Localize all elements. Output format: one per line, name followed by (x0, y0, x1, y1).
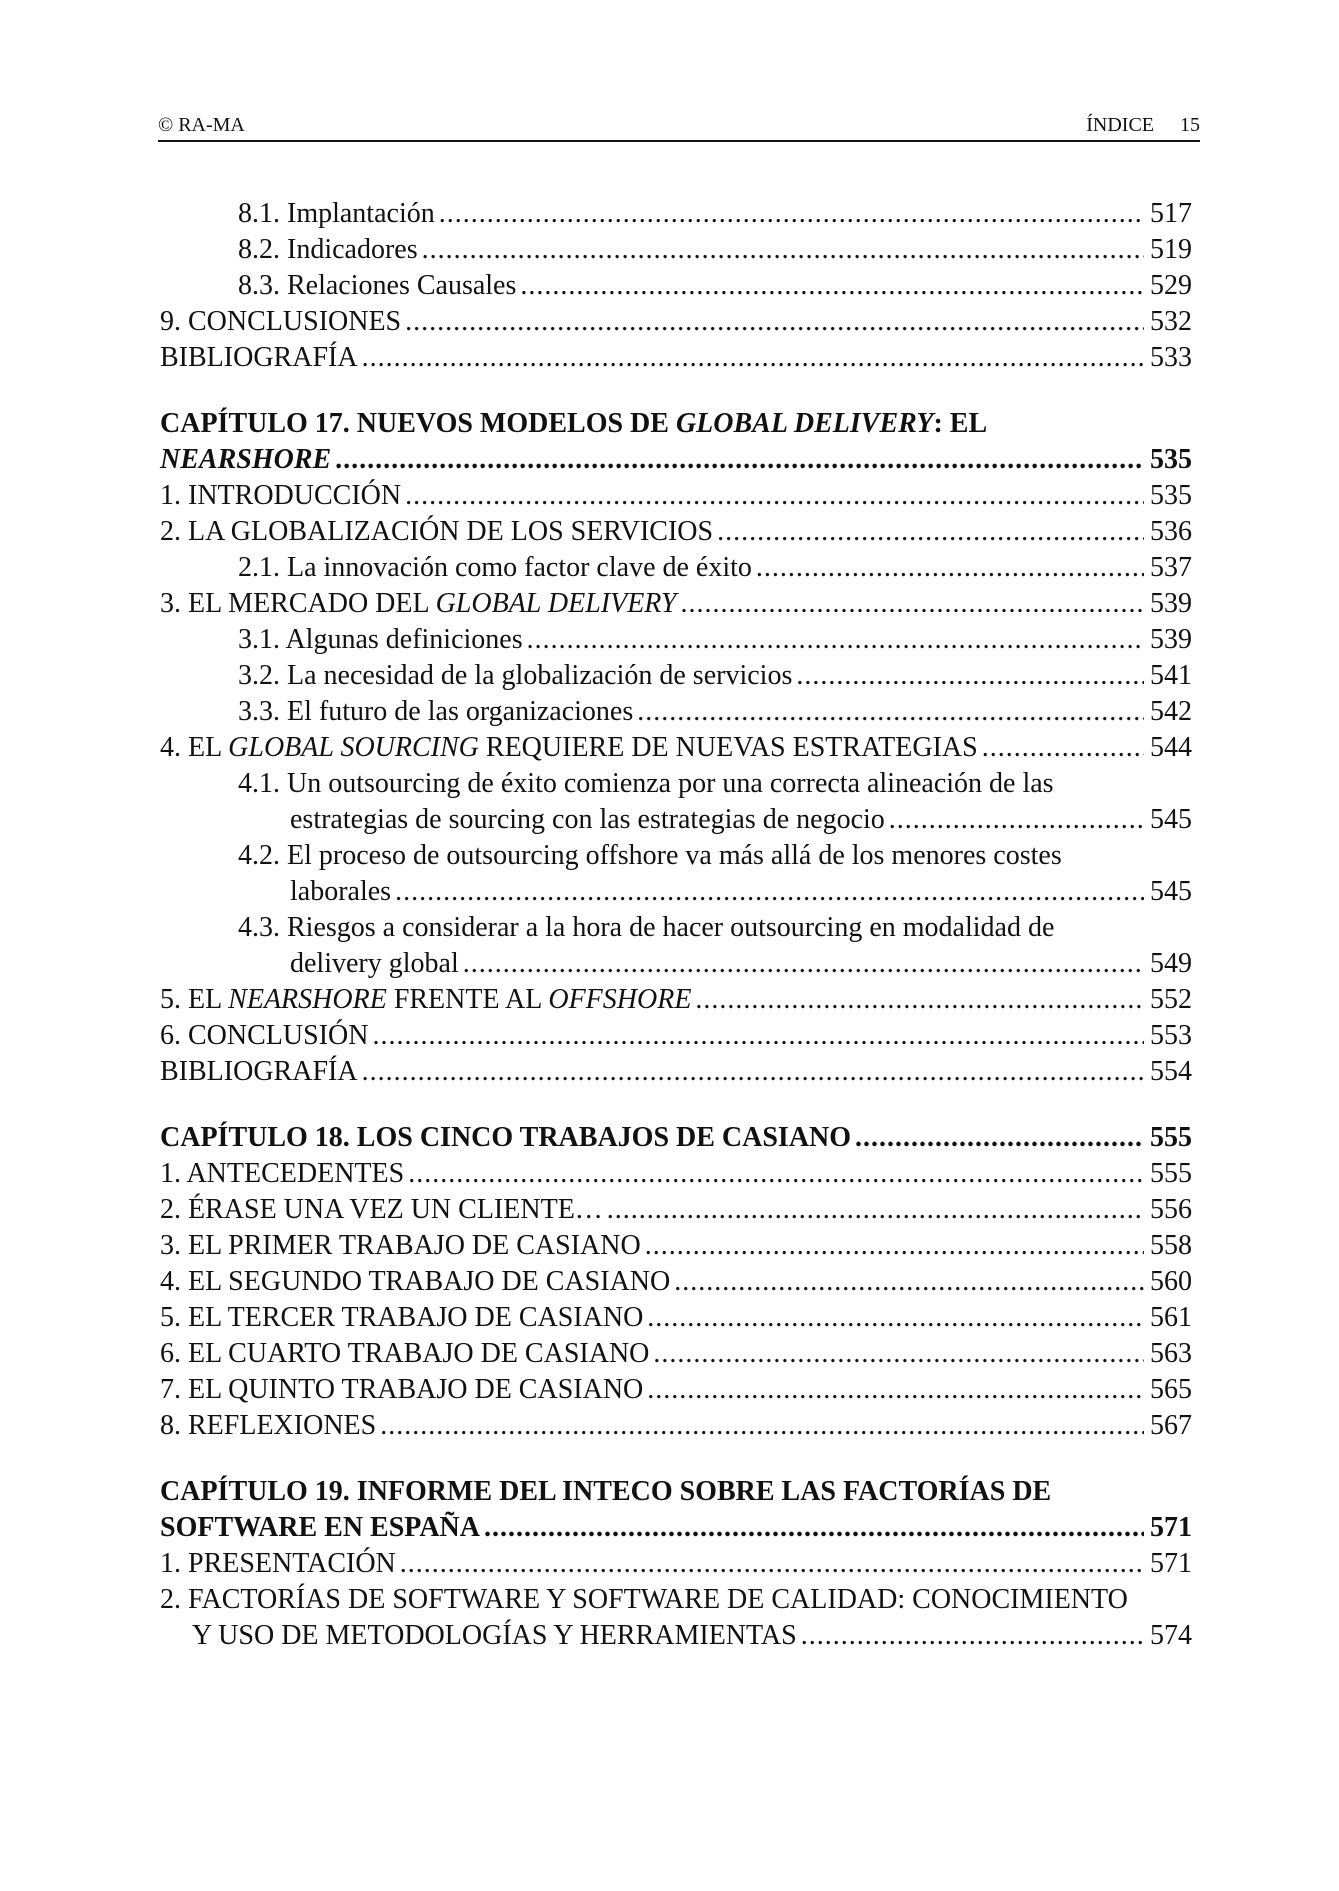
entry-line (160, 1300, 1192, 1336)
dot-leader (408, 1156, 1144, 1192)
entry-text-part: 7. EL QUINTO TRABAJO DE CASIANO (160, 1374, 644, 1405)
entry-page-number: 536 (1150, 516, 1192, 547)
running-header (158, 110, 1200, 142)
entry-line (238, 196, 1192, 232)
entry-line (160, 1018, 1192, 1054)
entry-line (160, 730, 1192, 766)
entry-text-part: 8.3. Relaciones Causales (238, 270, 517, 301)
entry-title (160, 1018, 368, 1054)
entry-line (160, 1372, 1192, 1408)
entry-text-part: 3. EL MERCADO DEL (160, 588, 436, 619)
entry-text-part: 1. INTRODUCCIÓN (160, 480, 402, 511)
entry-line (238, 268, 1192, 304)
entry-title (160, 514, 713, 550)
header-title: ÍNDICE (1086, 114, 1154, 136)
entry-title (160, 1120, 851, 1156)
dot-leader (637, 694, 1144, 730)
dot-leader (380, 1408, 1144, 1444)
dot-leader (400, 1546, 1144, 1582)
dot-leader (335, 442, 1144, 478)
dot-leader (520, 268, 1144, 304)
dot-leader (372, 1018, 1144, 1054)
dot-leader (674, 1264, 1144, 1300)
entry-text-part: BIBLIOGRAFÍA (160, 342, 358, 373)
entry-page-number: 537 (1150, 552, 1192, 583)
toc-entry[interactable] (160, 1582, 1192, 1654)
entry-title (160, 982, 691, 1018)
header-page-number: 15 (1180, 114, 1200, 136)
entry-text-part: 3. EL PRIMER TRABAJO DE CASIANO (160, 1230, 641, 1261)
entry-page-number: 529 (1150, 270, 1192, 301)
entry-page-number: 558 (1150, 1230, 1192, 1261)
entry-page-number: 542 (1150, 696, 1192, 727)
entry-page-number: 532 (1150, 306, 1192, 337)
entry-title (160, 1192, 603, 1228)
toc-chapter-entry[interactable] (160, 1120, 1192, 1156)
entry-line (160, 304, 1192, 340)
entry-title (160, 586, 676, 622)
toc-entry[interactable] (160, 694, 1192, 730)
entry-text-part: 8.1. Implantación (238, 198, 435, 229)
entry-first-line (238, 910, 1192, 946)
entry-page-number: 563 (1150, 1338, 1192, 1369)
entry-line (160, 1510, 1192, 1546)
entry-text-part: 3.2. La necesidad de la globalización de servicios (238, 660, 793, 691)
entry-line (160, 1336, 1192, 1372)
entry-title (160, 1372, 643, 1408)
entry-line (238, 622, 1192, 658)
entry-first-line (160, 1474, 1192, 1510)
entry-page-number: 517 (1150, 198, 1192, 229)
dot-leader (889, 802, 1144, 838)
entry-line (160, 442, 1192, 478)
entry-text-part: 6. EL CUARTO TRABAJO DE CASIANO (160, 1338, 650, 1369)
entry-line (290, 874, 1192, 910)
entry-text-part: GLOBAL DELIVERY (675, 408, 934, 439)
entry-title (238, 658, 792, 694)
toc-chapter-entry[interactable] (160, 406, 1192, 478)
entry-title (160, 304, 401, 340)
entry-text-part: Y USO DE METODOLOGÍAS Y HERRAMIENTAS (192, 1620, 797, 1651)
entry-title (160, 478, 401, 514)
dot-leader (607, 1192, 1144, 1228)
entry-page-number: 535 (1150, 480, 1192, 511)
toc-entry[interactable] (160, 766, 1192, 838)
entry-text-part: 6. CONCLUSIÓN (160, 1020, 369, 1051)
toc-entry[interactable] (160, 910, 1192, 982)
publisher-mark: © RA-MA (158, 114, 245, 136)
entry-title (160, 1336, 649, 1372)
entry-page-number: 545 (1150, 804, 1192, 835)
entry-line (160, 1546, 1192, 1582)
entry-page-number: 571 (1150, 1548, 1192, 1579)
toc-entry[interactable] (160, 1300, 1192, 1336)
dot-leader (362, 340, 1144, 376)
entry-text-part: NEARSHORE (160, 444, 332, 475)
entry-text-part: 9. CONCLUSIONES (160, 306, 402, 337)
entry-text-part: NEARSHORE (228, 984, 387, 1015)
entry-page-number: 541 (1150, 660, 1192, 691)
entry-title (238, 550, 752, 586)
entry-page-number: 571 (1150, 1512, 1192, 1543)
entry-page-number: 556 (1150, 1194, 1192, 1225)
entry-page-number: 555 (1150, 1158, 1192, 1189)
toc-entry[interactable] (160, 1336, 1192, 1372)
entry-line (192, 1618, 1192, 1654)
entry-text-part: 3.1. Algunas definiciones (238, 624, 523, 655)
entry-text-part: CAPÍTULO 18. LOS CINCO TRABAJOS DE CASIANO (160, 1122, 852, 1153)
entry-title (160, 1228, 641, 1264)
entry-title (192, 1618, 797, 1654)
entry-page-number: 549 (1150, 948, 1192, 979)
entry-text-part: SOFTWARE EN ESPAÑA (160, 1512, 480, 1543)
entry-text-part: laborales (290, 876, 392, 907)
toc-entry[interactable] (160, 730, 1192, 766)
entry-page-number: 553 (1150, 1020, 1192, 1051)
toc-entry[interactable] (160, 1408, 1192, 1444)
entry-text-part: 8. REFLEXIONES (160, 1410, 377, 1441)
entry-page-number: 544 (1150, 732, 1192, 763)
dot-leader (756, 550, 1144, 586)
entry-title (160, 1300, 643, 1336)
entry-text-part: 8.2. Indicadores (238, 234, 418, 265)
entry-page-number: 560 (1150, 1266, 1192, 1297)
toc-entry[interactable] (160, 982, 1192, 1018)
entry-page-number: 555 (1150, 1122, 1192, 1153)
entry-line (290, 802, 1192, 838)
entry-text-part: delivery global (290, 948, 459, 979)
dot-leader (463, 946, 1144, 982)
header-right (1086, 110, 1200, 140)
dot-leader (647, 1300, 1144, 1336)
toc-chapter-entry[interactable] (160, 1474, 1192, 1546)
entry-line (290, 946, 1192, 982)
entry-text-part: 5. EL TERCER TRABAJO DE CASIANO (160, 1302, 644, 1333)
toc-entry[interactable] (160, 658, 1192, 694)
entry-text-part: CAPÍTULO 17. NUEVOS MODELOS DE (160, 408, 676, 439)
entry-text-part: FRENTE AL (386, 984, 549, 1015)
entry-first-line (238, 766, 1192, 802)
entry-line (160, 514, 1192, 550)
entry-text-part: 1. ANTECEDENTES (160, 1158, 405, 1189)
entry-text-part: GLOBAL DELIVERY (435, 588, 677, 619)
dot-leader (653, 1336, 1144, 1372)
entry-text-part: : EL (933, 408, 988, 439)
dot-leader (527, 622, 1144, 658)
entry-page-number: 535 (1150, 444, 1192, 475)
entry-text-part: estrategias de sourcing con las estrategias de negocio (290, 804, 885, 835)
entry-page-number: 567 (1150, 1410, 1192, 1441)
toc-entry[interactable] (160, 838, 1192, 910)
entry-line (160, 478, 1192, 514)
entry-title (160, 1054, 358, 1090)
entry-line (160, 1228, 1192, 1264)
entry-title (290, 946, 459, 982)
entry-title (238, 232, 418, 268)
entry-text-part: 2. ÉRASE UNA VEZ UN CLIENTE… (160, 1194, 603, 1225)
entry-title (290, 802, 885, 838)
dot-leader (405, 478, 1144, 514)
entry-text-part: GLOBAL SOURCING (228, 732, 479, 763)
entry-title (238, 268, 516, 304)
entry-line (160, 1120, 1192, 1156)
entry-title (160, 1156, 404, 1192)
dot-leader (405, 304, 1144, 340)
entry-page-number: 552 (1150, 984, 1192, 1015)
toc-entry[interactable] (160, 304, 1192, 340)
dot-leader (395, 874, 1144, 910)
entry-title (160, 340, 358, 376)
toc-entry[interactable] (160, 232, 1192, 268)
entry-title (238, 694, 633, 730)
toc-entry[interactable] (160, 586, 1192, 622)
dot-leader (422, 232, 1144, 268)
entry-title (290, 874, 391, 910)
entry-first-line (160, 406, 1192, 442)
entry-line (238, 232, 1192, 268)
entry-title (238, 196, 435, 232)
dot-leader (362, 1054, 1144, 1090)
toc-entry[interactable] (160, 196, 1192, 232)
entry-text-part: 5. EL (160, 984, 229, 1015)
entry-text-part: 4.1. Un outsourcing de éxito comienza por una correcta alineación de las (238, 768, 1054, 799)
entry-title (160, 1264, 670, 1300)
entry-line (160, 340, 1192, 376)
entry-line (160, 1408, 1192, 1444)
table-of-contents (160, 196, 1192, 1654)
toc-entry[interactable] (160, 1054, 1192, 1090)
dot-leader (717, 514, 1144, 550)
entry-page-number: 539 (1150, 588, 1192, 619)
toc-entry[interactable] (160, 1264, 1192, 1300)
entry-line (238, 694, 1192, 730)
dot-leader (647, 1372, 1144, 1408)
toc-entry[interactable] (160, 1018, 1192, 1054)
dot-leader (695, 982, 1144, 1018)
entry-title (160, 442, 331, 478)
entry-page-number: 561 (1150, 1302, 1192, 1333)
entry-page-number: 519 (1150, 234, 1192, 265)
entry-line (160, 982, 1192, 1018)
entry-page-number: 554 (1150, 1056, 1192, 1087)
dot-leader (484, 1510, 1144, 1546)
entry-line (160, 1156, 1192, 1192)
toc-entry[interactable] (160, 514, 1192, 550)
entry-text-part: 2. LA GLOBALIZACIÓN DE LOS SERVICIOS (160, 516, 714, 547)
toc-entry[interactable] (160, 550, 1192, 586)
entry-page-number: 545 (1150, 876, 1192, 907)
entry-text-part: 4. EL SEGUNDO TRABAJO DE CASIANO (160, 1266, 671, 1297)
entry-text-part: 4.3. Riesgos a considerar a la hora de hacer outsourcing en modalidad de (238, 912, 1055, 943)
toc-entry[interactable] (160, 1156, 1192, 1192)
entry-page-number: 539 (1150, 624, 1192, 655)
entry-title (160, 1408, 376, 1444)
entry-first-line (238, 838, 1192, 874)
toc-entry[interactable] (160, 622, 1192, 658)
entry-line (238, 658, 1192, 694)
entry-text-part: CAPÍTULO 19. INFORME DEL INTECO SOBRE LAS FACTORÍAS DE (160, 1476, 1052, 1507)
entry-line (238, 550, 1192, 586)
entry-line (160, 1264, 1192, 1300)
entry-text-part: 4.2. El proceso de outsourcing offshore va más allá de los menores costes (238, 840, 1062, 871)
toc-entry[interactable] (160, 1192, 1192, 1228)
dot-leader (439, 196, 1144, 232)
toc-entry[interactable] (160, 478, 1192, 514)
entry-text-part: BIBLIOGRAFÍA (160, 1056, 358, 1087)
entry-page-number: 565 (1150, 1374, 1192, 1405)
entry-title (238, 622, 523, 658)
entry-text-part: 4. EL (160, 732, 229, 763)
dot-leader (680, 586, 1144, 622)
entry-line (160, 1192, 1192, 1228)
entry-text-part: REQUIERE DE NUEVAS ESTRATEGIAS (478, 732, 978, 763)
entry-text-part: 3.3. El futuro de las organizaciones (238, 696, 634, 727)
entry-title (160, 730, 978, 766)
entry-text-part: 2. FACTORÍAS DE SOFTWARE Y SOFTWARE DE CALIDAD: CONOCIMIENTO (160, 1584, 1128, 1615)
entry-page-number: 574 (1150, 1620, 1192, 1651)
entry-page-number: 533 (1150, 342, 1192, 373)
entry-title (160, 1510, 480, 1546)
entry-title (160, 1546, 396, 1582)
entry-first-line (160, 1582, 1192, 1618)
dot-leader (645, 1228, 1144, 1264)
dot-leader (796, 658, 1144, 694)
toc-entry[interactable] (160, 268, 1192, 304)
dot-leader (855, 1120, 1144, 1156)
entry-text-part: 1. PRESENTACIÓN (160, 1548, 396, 1579)
entry-text-part: 2.1. La innovación como factor clave de éxito (238, 552, 752, 583)
toc-entry[interactable] (160, 340, 1192, 376)
entry-text-part: OFFSHORE (548, 984, 692, 1015)
toc-entry[interactable] (160, 1228, 1192, 1264)
toc-entry[interactable] (160, 1546, 1192, 1582)
dot-leader (801, 1618, 1144, 1654)
entry-line (160, 586, 1192, 622)
entry-line (160, 1054, 1192, 1090)
toc-entry[interactable] (160, 1372, 1192, 1408)
dot-leader (982, 730, 1144, 766)
